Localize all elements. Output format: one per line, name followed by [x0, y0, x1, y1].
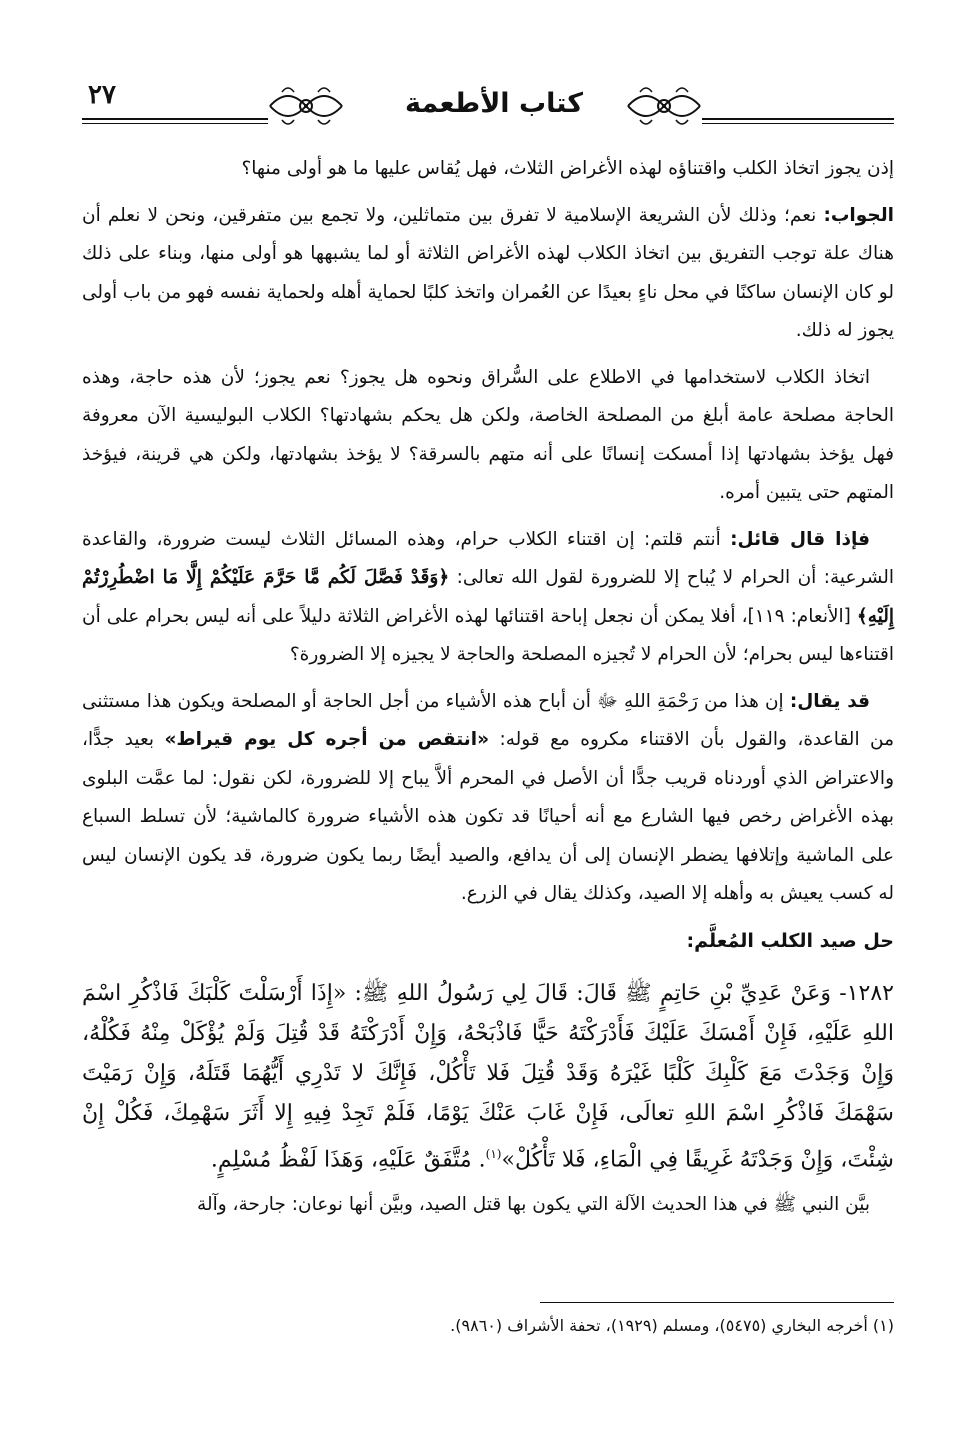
quran-verse: ﴿وَقَدْ فَصَّلَ لَكُم مَّا حَرَّمَ عَلَيْكُمْ إِلَّا مَا اضْطُرِرْتُمْ إِلَيْهِ﴾ [82, 567, 894, 627]
page-body [82, 150, 894, 1233]
hadith-tail: . مُتَّفَقٌ عَلَيْهِ، وَهَذَا لَفْظُ مُسْلِمٍ. [210, 1147, 486, 1173]
ornament-right-icon [626, 82, 702, 130]
paragraph-1: إذن يجوز اتخاذ الكلب واقتناؤه لهذه الأغراض الثلاث، فهل يُقاس عليها ما هو أولى منها؟ [241, 158, 894, 179]
hadith-body: ١٢٨٢- وَعَنْ عَدِيِّ بْنِ حَاتِمٍ ﷺ قَالَ: قَالَ لِي رَسُولُ اللهِ ﷺ: «إِذَا أَرْسَلْتَ كَلْبَكَ فَاذْكُرِ اسْمَ اللهِ عَلَيْهِ، فَإِنْ أَمْسَكَ عَلَيْكَ فَأَدْرَكْتَهُ حَيًّا فَاذْبَحْهُ، وَإِنْ أَدْرَكْتَهُ قَدْ قُتِلَ وَلَمْ يُؤْكَلْ مِنْهُ فَكُلْهُ، وَإِنْ وَجَدْتَ مَعَ كَلْبِكَ كَلْبًا غَيْرَهُ وَقَدْ قُتِلَ فَلا تَأْكُلْ، فَإِنَّكَ لا تَدْرِي أَيُّهُمَا قَتَلَهُ، وَإِنْ رَمَيْتَ سَهْمَكَ فَاذْكُرِ اسْمَ اللهِ تعالَى، فَإِنْ غَابَ عَنْكَ يَوْمًا، فَلَمْ تَجِدْ فِيهِ إِلا أَثَرَ سَهْمِكَ، فَكُلْ إِنْ شِئْتَ، وَإِنْ وَجَدْتَهُ غَرِيقًا فِي الْمَاءِ، فَلا تَأْكُلْ» [82, 981, 894, 1173]
paragraph-4 [82, 521, 894, 675]
header-rule-right-thin [702, 123, 894, 124]
footnote-marker: (١) [485, 1147, 502, 1161]
header-rule-left [82, 118, 268, 120]
hadith-quote: «انتقص من أجره كل يوم قيراط» [164, 729, 490, 750]
verse-reference: [الأنعام: ١١٩] [747, 605, 857, 627]
footnote: (١) أخرجه البخاري (٥٤٧٥)، ومسلم (١٩٢٩)، تحفة الأشراف (٩٨٦٠). [450, 1316, 894, 1335]
objection-lead: فإذا قال قائل: [730, 528, 871, 550]
reply-text-b: بعيد جدًّا، والاعتراض الذي أوردناه قريب جدًّا أن الأصل في المحرم ألاَّ يباح إلا للضرورة، لكن نقول: لما عمَّت البلوى بهذه الأغراض رخص فيها الشارع مع أنه أحيانًا قد تكون هذه الأشياء ضرورة كالماشية؛ لأن تسلط السباع على الماشية وإتلافها يضطر الإنسان إلى أن يدافع، والصيد أيضًا ربما يكون ضرورة، قد يكون الإنسان ليس له كسب يعيش به وأهله إلا الصيد، وكذلك يقال في الزرع. [82, 729, 894, 904]
paragraph-3: اتخاذ الكلاب لاستخدامها في الاطلاع على السُّراق ونحوه هل يجوز؟ نعم يجوز؛ لأن هذه حاجة، وهذه الحاجة مصلحة عامة أبلغ من المصلحة الخاصة، ولكن هل يحكم بشهادتها؟ الكلاب البوليسية الآن معروفة فهل يؤخذ بشهادتها إذا أمسكت إنسانًا على أنه متهم بالسرقة؟ لا يؤخذ بشهادتها، ولكن هي قرينة، فيؤخذ المتهم حتى يتبين أمره. [82, 366, 894, 503]
reply-text-a: إن هذا من رَحْمَةِ اللهِ ﷻ أن أباح هذه الأشياء من أجل الحاجة أو المصلحة ويكون هذا مستثنى من القاعدة، والقول بأن الاقتناء مكروه مع قوله: [82, 690, 894, 750]
paragraph-5 [82, 683, 894, 914]
commentary-line: بيَّن النبي ﷺ في هذا الحديث الآلة التي يكون بها قتل الصيد، وبيَّن أنها نوعان: جارحة، وآلة [197, 1194, 870, 1216]
section-heading: حل صيد الكلب المُعلَّم: [686, 929, 894, 952]
page-number: ٢٧ [88, 80, 116, 110]
paragraph-2 [82, 197, 894, 351]
footnote-divider [540, 1302, 894, 1303]
answer-lead: الجواب: [823, 204, 894, 226]
header-rule-left-thin [82, 123, 268, 124]
page-title: كتاب الأطعمة [405, 88, 583, 119]
page-header [82, 78, 894, 144]
hadith-text [82, 974, 894, 1180]
reply-lead: قد يقال: [789, 690, 870, 712]
answer-text: نعم؛ وذلك لأن الشريعة الإسلامية لا تفرق بين متماثلين، ولا تجمع بين متفرقين، ونحن لا نعلم أن هناك علة توجب التفريق بين اتخاذ الكلاب لهذه الأغراض الثلاثة أو لما يشبهها هو أولى منها، وبناء على ذلك لو كان الإنسان ساكنًا في محل ناءٍ بعيدًا عن العُمران واتخذ كلبًا لحماية أهله ولحماية نفسه فهو من باب أولى يجوز له ذلك. [82, 204, 894, 341]
header-rule-right [702, 118, 894, 120]
ornament-left-icon [268, 82, 344, 130]
objection-text-b: ، أفلا يمكن أن نجعل إباحة اقتنائها لهذه الأغراض الثلاثة دليلاً على أنه ليس بحرام على أن اقتناءها ليس بحرام؛ لأن الحرام لا تُجيزه المصلحة والحاجة لا يجيزه إلا الضرورة؟ [82, 605, 894, 665]
objection-text-a: أنتم قلتم: إن اقتناء الكلاب حرام، وهذه المسائل الثلاث ليست ضرورة، والقاعدة الشرعية: أن الحرام لا يُباح إلا للضرورة لقول الله تعالى: [82, 528, 895, 588]
